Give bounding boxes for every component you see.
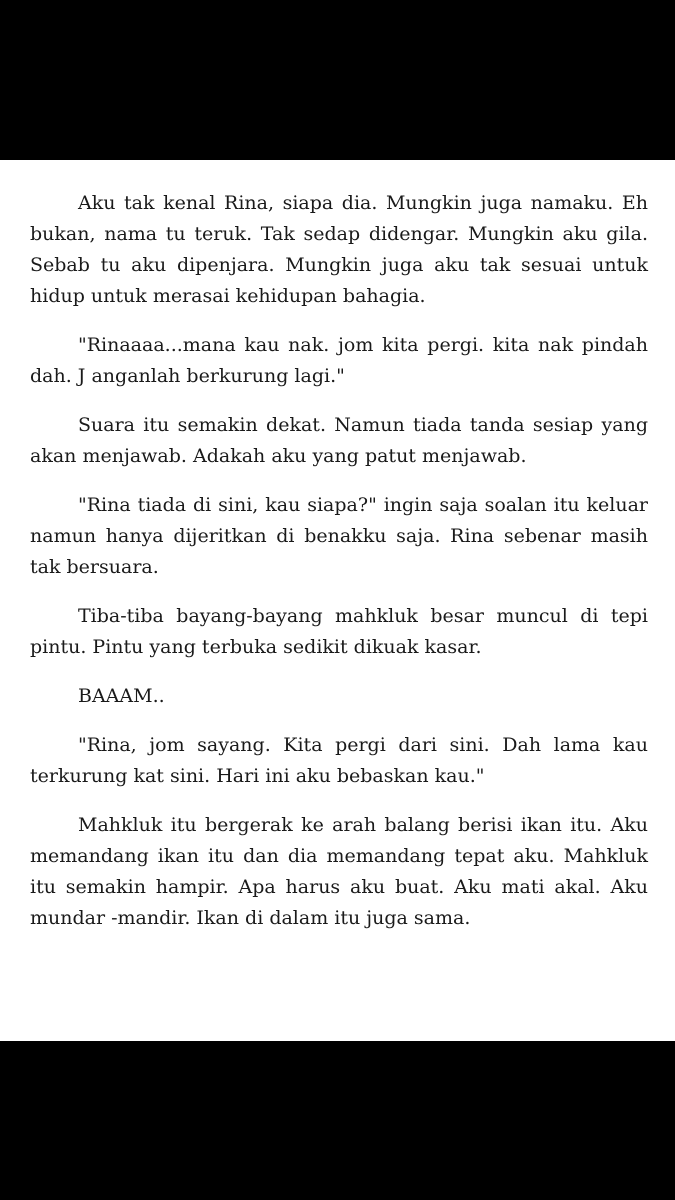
paragraph-5: Tiba-tiba bayang-bayang mahkluk besar muncul di tepi pintu. Pintu yang terbuka sedikit dikuak kasar. [30,605,648,658]
paragraph-3: Suara itu semakin dekat. Namun tiada tanda sesiap yang akan menjawab. Adakah aku yang patut menjawab. [30,414,648,467]
bottom-black-band [0,1041,675,1200]
paragraph-2: "Rinaaaa...mana kau nak. jom kita pergi. kita nak pindah dah. J anganlah berkurung lagi." [30,334,648,387]
paragraph-4: "Rina tiada di sini, kau siapa?" ingin saja soalan itu keluar namun hanya dijeritkan di benakku saja. Rina sebenar masih tak bersuara. [30,494,648,578]
paragraph-1: Aku tak kenal Rina, siapa dia. Mungkin juga namaku. Eh bukan, nama tu teruk. Tak sedap didengar. Mungkin aku gila. Sebab tu aku dipenjara. Mungkin juga aku tak sesuai untuk hidup untuk merasai kehidupan bahagia. [30,192,648,307]
story-text [30,188,648,952]
top-black-band [0,0,675,160]
paragraph-8: Mahkluk itu bergerak ke arah balang berisi ikan itu. Aku memandang ikan itu dan dia memandang tepat aku. Mahkluk itu semakin hampir. Apa harus aku buat. Aku mati akal. Aku mundar -mandir. Ikan di dalam itu juga sama. [30,814,648,929]
book-page [0,160,675,1041]
paragraph-7: "Rina, jom sayang. Kita pergi dari sini. Dah lama kau terkurung kat sini. Hari ini aku bebaskan kau." [30,734,648,787]
paragraph-6: BAAAM.. [78,685,165,707]
